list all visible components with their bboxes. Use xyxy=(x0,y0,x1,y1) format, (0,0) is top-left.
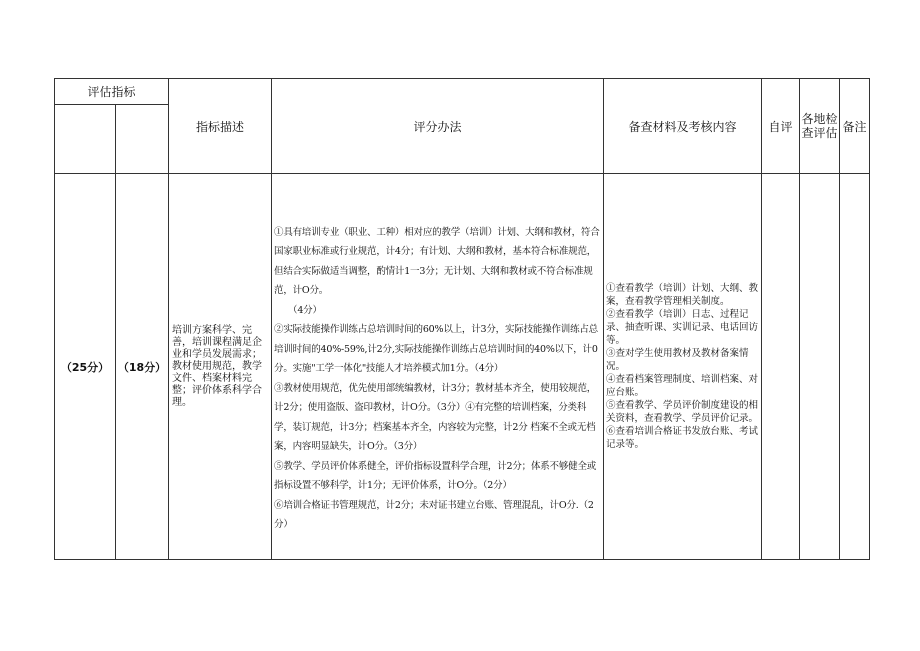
local-check-cell xyxy=(800,174,840,560)
method-item-2: ②实际技能操作训练占总培训时间的60%以上，计3分，实际技能操作训练占总培训时间的40%-59%,计2分,实际技能操作训练占总培训时间的40%以下，计0分。实施"工学一体化"技能人才培养模式加1分。（4分） xyxy=(274,324,598,374)
table-row xyxy=(55,174,870,560)
method-item-5: ⑤教学、学员评价体系健全，评价指标设置科学合理，计2分；体系不够健全或指标设置不够科学，计1分；无评价体系，计O分。（2分） xyxy=(274,460,597,491)
scoring-method-header: 评分办法 xyxy=(272,79,604,174)
local-check-header-line2: 查评估 xyxy=(801,126,838,140)
remarks-cell xyxy=(840,174,870,560)
self-eval-cell xyxy=(762,174,800,560)
level2-header-cell xyxy=(116,105,169,174)
local-check-header-line1: 各地检 xyxy=(801,112,838,126)
remarks-header: 备注 xyxy=(840,79,870,174)
method-item-1-score: （4分） xyxy=(288,304,322,316)
level1-score: （25分） xyxy=(55,174,116,560)
scoring-method-cell xyxy=(272,174,604,560)
check-materials-cell xyxy=(604,174,762,560)
level2-score: （18分） xyxy=(116,174,169,560)
evaluation-table xyxy=(54,78,870,560)
check-materials-header: 备查材料及考核内容 xyxy=(604,79,762,174)
local-check-header xyxy=(800,79,840,174)
check-item-3: ③查对学生使用教材及教材备案情况。 xyxy=(606,348,749,372)
check-item-2: ②查看教学（培训）日志、过程记录、抽查听课、实训记录、电话回访等。 xyxy=(606,309,759,346)
level1-header-cell xyxy=(55,105,116,174)
check-item-4: ④查看档案管理制度、培训档案、对应台账。 xyxy=(606,374,759,398)
indicator-desc-header: 指标描述 xyxy=(169,79,272,174)
header-row-top xyxy=(55,79,870,105)
method-item-6: ⑥培训合格证书管理规范，计2分；未对证书建立台账、管理混乱，计O分.（2分） xyxy=(274,499,594,530)
check-item-6: ⑥查看培训合格证书发放台账、考试记录等。 xyxy=(606,426,759,450)
method-item-1: ①具有培训专业（职业、工种）相对应的教学（培训）计划、大纲和教材，符合国家职业标准或行业规范，计4分；有计划、大纲和教材，基本符合标准规范，但结合实际做适当调整，酌情计1一3分；无计划、大纲和教材或不符合标准规范，计O分。 xyxy=(274,226,600,296)
indicator-description: 培训方案科学、完善，培训课程满足企业和学员发展需求；教材使用规范，教学文件、档案材料完整；评价体系科学合理。 xyxy=(169,174,272,560)
check-item-5: ⑤查看教学、学员评价制度建设的相关资料，查看教学、学员评价记录。 xyxy=(606,400,759,424)
eval-indicator-header: 评估指标 xyxy=(55,79,169,105)
method-item-3-4: ③教材使用规范，优先使用部统编教材，计3分；教材基本齐全，使用较规范，计2分；使用盗版、盗印教材，计O分。（3分）④有完整的培训档案，分类科学，装订规范，计3分；档案基本齐全，内容较为完整，计2分 档案不全或无档案，内容明显缺失，计O分。（3分） xyxy=(274,382,597,452)
check-item-1: ①查看教学（培训）计划、大纲、教案，查看教学管理相关制度。 xyxy=(606,283,759,307)
self-eval-header: 自评 xyxy=(762,79,800,174)
